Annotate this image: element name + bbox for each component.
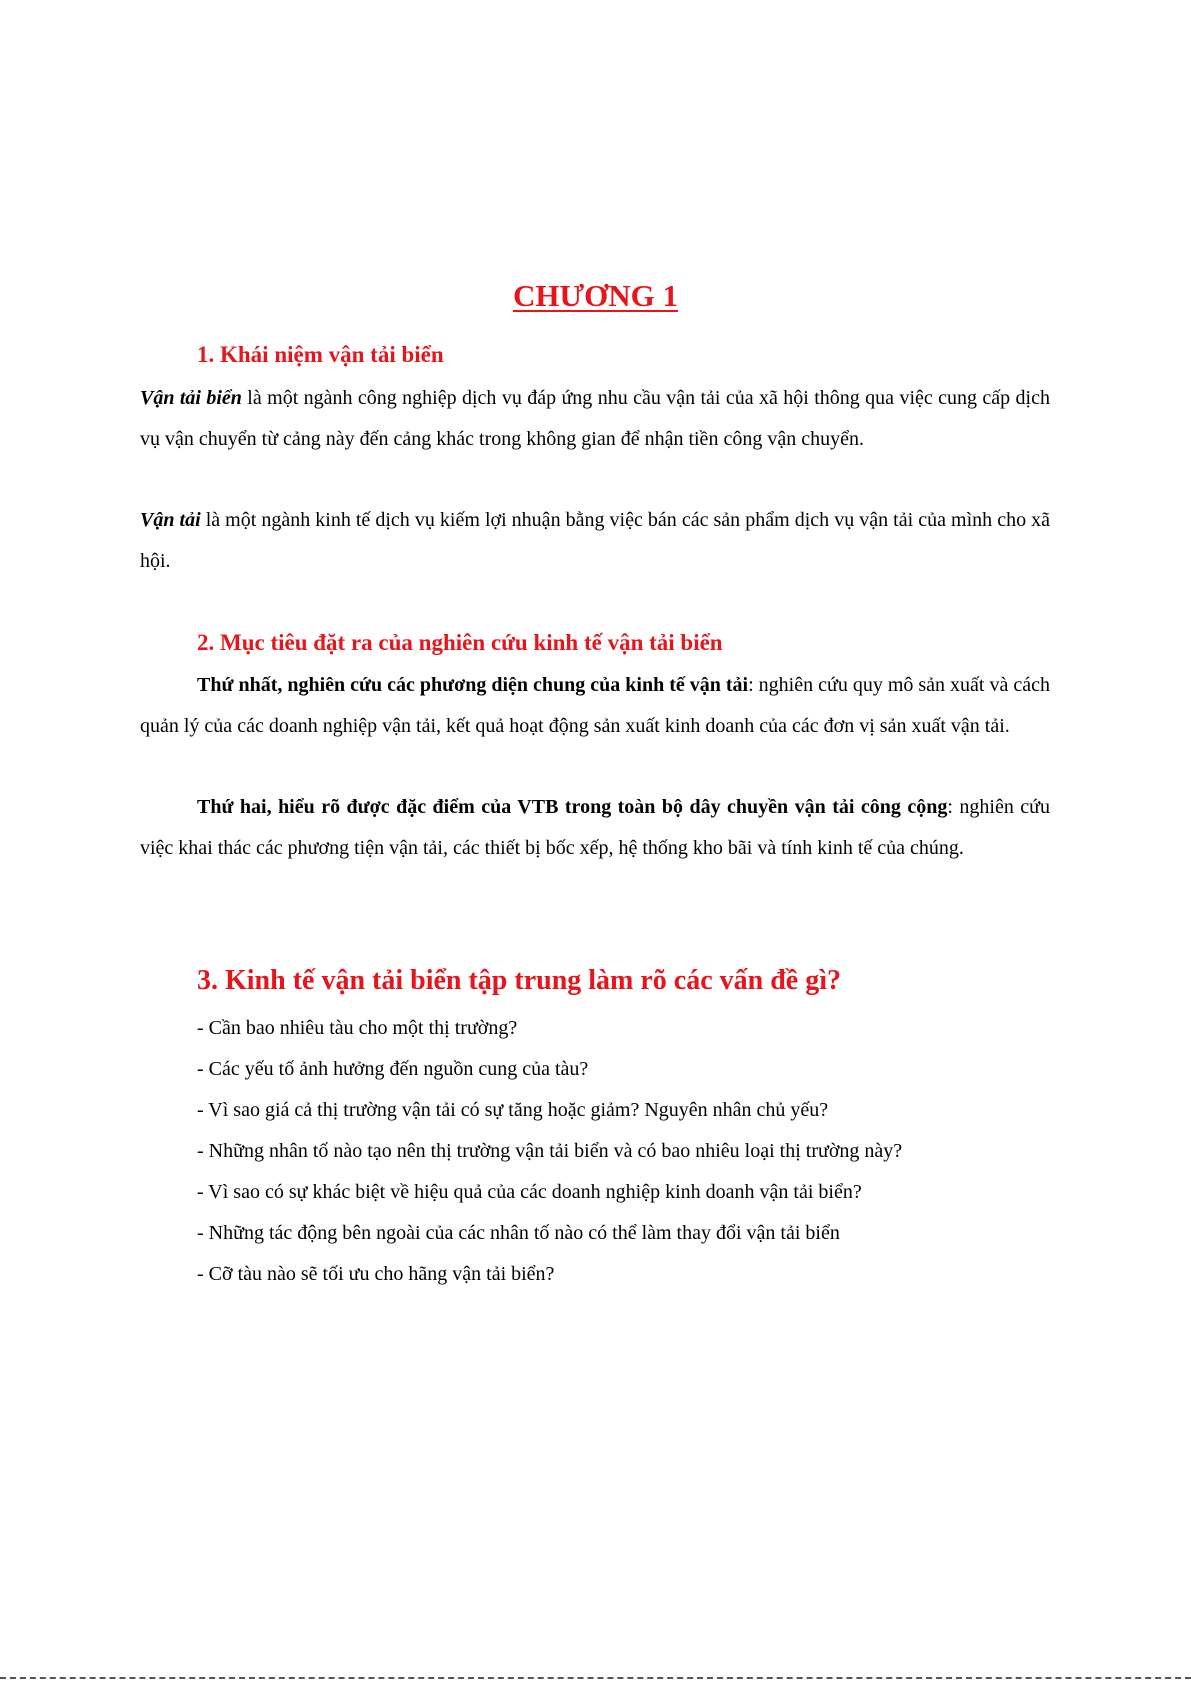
list-item: - Cỡ tàu nào sẽ tối ưu cho hãng vận tải biển? [197, 1263, 555, 1285]
term-van-tai-bien: Vận tải biển [140, 387, 242, 409]
section3-heading: 3. Kinh tế vận tải biển tập trung làm rõ các vấn đề gì? [197, 965, 842, 996]
question-list [197, 1008, 902, 1295]
list-item: - Những tác động bên ngoài của các nhân tố nào có thể làm thay đổi vận tải biển [197, 1222, 840, 1244]
objective-lead: Thứ hai, hiểu rõ được đặc điểm của VTB trong toàn bộ dây chuyền vận tải công cộng [197, 796, 948, 818]
section2-paragraph-1 [140, 665, 1050, 747]
chapter-title: CHƯƠNG 1 [512, 278, 679, 313]
section2-paragraph-2 [140, 787, 1050, 869]
definition-text: là một ngành công nghiệp dịch vụ đáp ứng nhu cầu vận tải của xã hội thông qua việc cung cấp dịch vụ vận chuyển từ cảng này đến cảng khác trong không gian để nhận tiền công vận chuyển. [140, 387, 1050, 450]
objective-text: : nghiên cứu quy mô sản xuất và cách quản lý của các doanh nghiệp vận tải, kết quả hoạt động sản xuất kinh doanh của các đơn vị sản xuất vận tải. [140, 674, 1050, 737]
list-item: - Vì sao có sự khác biệt về hiệu quả của các doanh nghiệp kinh doanh vận tải biển? [197, 1181, 862, 1203]
objective-text: : nghiên cứu việc khai thác các phương tiện vận tải, các thiết bị bốc xếp, hệ thống kho bãi và tính kinh tế của chúng. [140, 796, 1051, 859]
list-item: - Cần bao nhiêu tàu cho một thị trường? [197, 1017, 518, 1039]
section1-paragraph-1 [140, 378, 1050, 460]
list-item: - Những nhân tố nào tạo nên thị trường vận tải biển và có bao nhiêu loại thị trường này? [197, 1140, 903, 1162]
term-van-tai: Vận tải [140, 509, 201, 531]
page-bottom-divider [0, 1677, 1191, 1681]
section2-heading: 2. Mục tiêu đặt ra của nghiên cứu kinh tế vận tải biển [197, 630, 723, 655]
list-item: - Vì sao giá cả thị trường vận tải có sự tăng hoặc giảm? Nguyên nhân chủ yếu? [197, 1099, 829, 1121]
list-item: - Các yếu tố ảnh hưởng đến nguồn cung của tàu? [197, 1058, 589, 1080]
section1-heading: 1. Khái niệm vận tải biển [197, 342, 444, 367]
objective-lead: Thứ nhất, nghiên cứu các phương diện chung của kinh tế vận tải [197, 674, 749, 696]
section1-paragraph-2 [140, 500, 1050, 582]
definition-text: là một ngành kinh tế dịch vụ kiếm lợi nhuận bằng việc bán các sản phẩm dịch vụ vận tải của mình cho xã hội. [140, 509, 1051, 572]
